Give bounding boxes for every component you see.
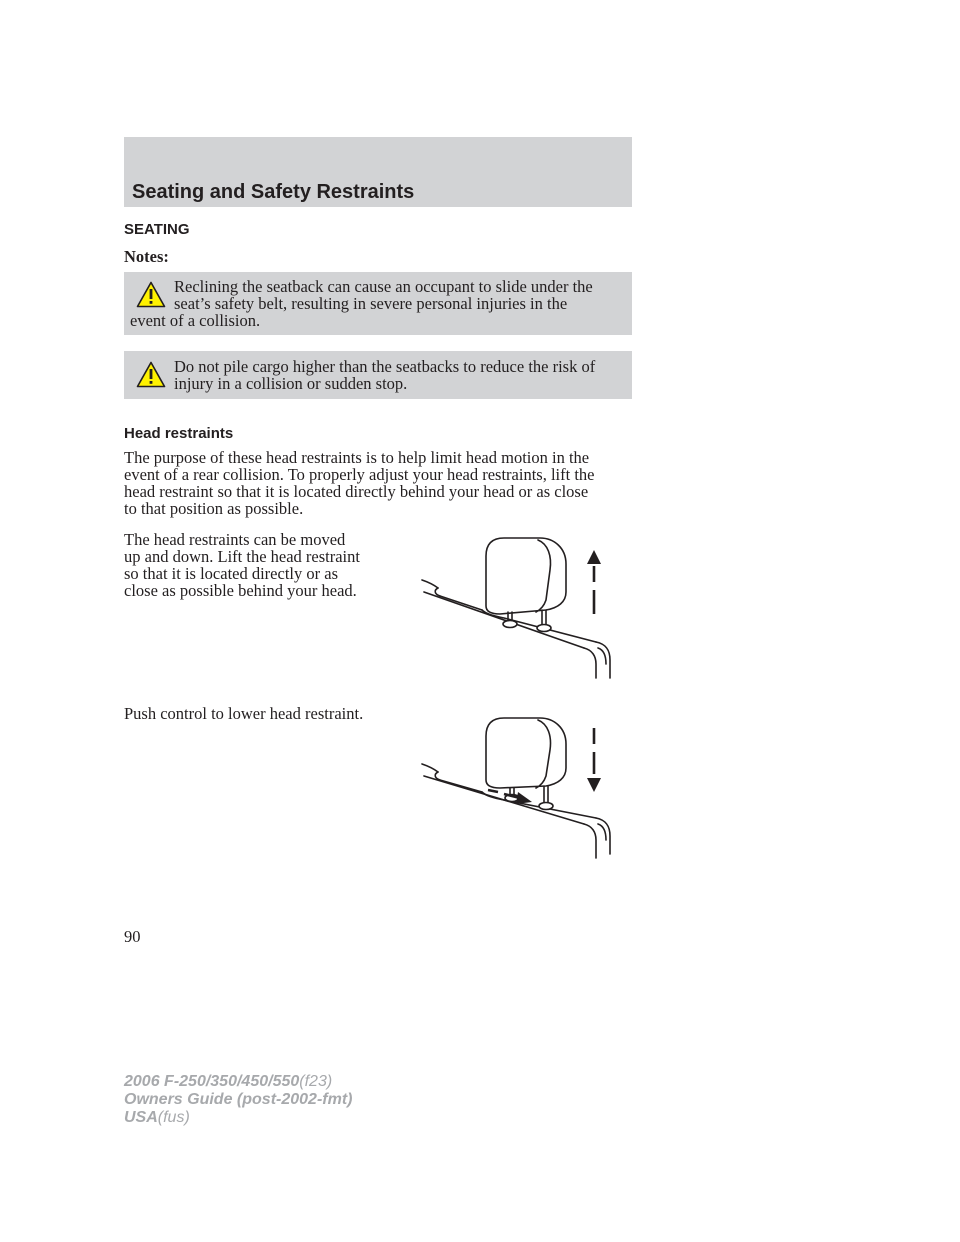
footer-market-code: (fus)	[157, 1109, 190, 1126]
section-title: Seating and Safety Restraints	[132, 181, 415, 203]
warning-triangle-icon	[136, 281, 166, 308]
notes-label: Notes:	[124, 247, 169, 266]
section-header-banner	[124, 137, 632, 207]
footer-guide: Owners Guide (post-2002-fmt)	[124, 1091, 353, 1108]
seating-heading: SEATING	[124, 221, 190, 238]
head-restraints-raise-text: The head restraints can be moved up and down. Lift the head restraint so that it is located directly or as close as possible behind your head.	[124, 530, 360, 600]
warning-text-line: event of a collision.	[130, 311, 261, 330]
footer-market: USA	[124, 1109, 158, 1126]
warning-text-line: Reclining the seatback can cause an occupant to slide under the seat’s safety belt, resulting in severe personal injuries in the	[174, 277, 593, 313]
head-restraints-intro: The purpose of these head restraints is to help limit head motion in the event of a rear collision. To properly adjust your head restraints, lift the head restraint so that it is located directly behind your head or as close to that position as possible.	[124, 448, 595, 518]
head-restraints-heading: Head restraints	[124, 425, 234, 442]
head-restraint-lower-illustration	[418, 712, 630, 860]
footer-model: 2006 F-250/350/450/550	[124, 1073, 300, 1090]
footer-model-code: (f23)	[299, 1073, 333, 1090]
document-footer	[124, 1073, 352, 1127]
head-restraint-raise-illustration	[418, 530, 630, 682]
warning-triangle-icon	[136, 361, 166, 388]
warning-text-line: Do not pile cargo higher than the seatbacks to reduce the risk of injury in a collision or sudden stop.	[174, 357, 596, 393]
head-restraints-lower-text: Push control to lower head restraint.	[124, 704, 364, 723]
page-number: 90	[124, 927, 141, 946]
warning-box-cargo	[124, 351, 632, 399]
warning-box-recline	[124, 272, 632, 335]
